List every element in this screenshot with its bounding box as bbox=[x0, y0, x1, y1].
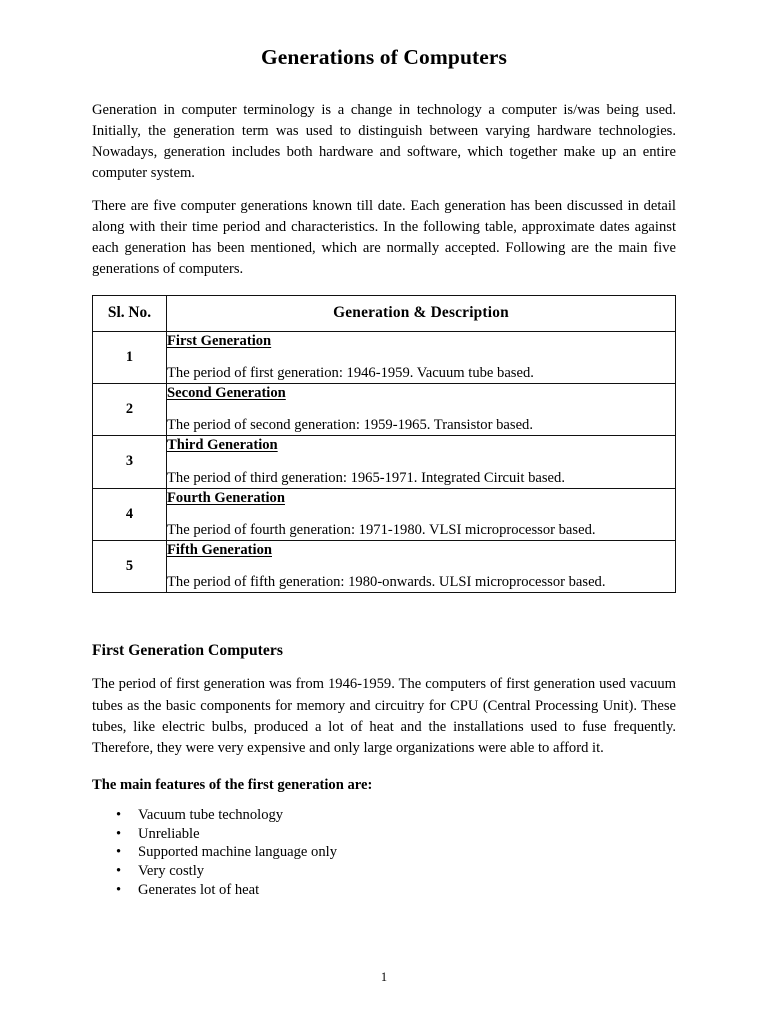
table-cell-sl-no: 5 bbox=[93, 540, 167, 592]
bullet-icon: • bbox=[116, 844, 122, 861]
table-cell-description bbox=[167, 436, 676, 488]
table-cell-sl-no: 2 bbox=[93, 384, 167, 436]
generation-name: Second Generation bbox=[167, 385, 286, 402]
table-row bbox=[93, 488, 676, 540]
table-cell-sl-no: 1 bbox=[93, 331, 167, 383]
table-cell-description bbox=[167, 488, 676, 540]
generation-name: Fourth Generation bbox=[167, 489, 285, 506]
table-header-description-label: Generation & Description bbox=[333, 303, 509, 321]
list-item-label: Vacuum tube technology bbox=[138, 807, 284, 824]
bullet-icon: • bbox=[116, 807, 122, 824]
section-heading: First Generation Computers bbox=[92, 642, 283, 659]
list-item bbox=[92, 843, 676, 862]
table-spacer bbox=[92, 281, 676, 295]
table-cell-description bbox=[167, 540, 676, 592]
generation-description: The period of second generation: 1959-1965. Transistor based. bbox=[167, 417, 533, 434]
document-content bbox=[92, 44, 676, 899]
table-header-sl-no bbox=[93, 295, 167, 331]
bullet-icon: • bbox=[116, 863, 122, 880]
generation-description: The period of fifth generation: 1980-onwards. ULSI microprocessor based. bbox=[167, 574, 606, 591]
table-row bbox=[93, 384, 676, 436]
paragraph-spacer bbox=[92, 185, 676, 196]
table-cell-description bbox=[167, 331, 676, 383]
bullet-icon: • bbox=[116, 881, 122, 898]
features-lead-text: The main features of the first generation are: bbox=[92, 777, 373, 794]
page-number: 1 bbox=[380, 970, 388, 984]
list-item-label: Supported machine language only bbox=[138, 844, 337, 861]
list-item bbox=[92, 825, 676, 844]
list-item-label: Generates lot of heat bbox=[138, 881, 260, 898]
title-spacer bbox=[92, 71, 676, 100]
generation-description: The period of first generation: 1946-1959. Vacuum tube based. bbox=[167, 365, 534, 382]
generation-name: Fifth Generation bbox=[167, 541, 272, 558]
list-item-label: Very costly bbox=[138, 863, 205, 880]
intro-paragraph-2: There are five computer generations known till date. Each generation has been discussed in detail along with their time period and characteristics. In the following table, approximate dates against each generation has been mentioned, which are normally accepted. Following are the main five generations of computers. bbox=[92, 197, 676, 278]
section-paragraph: The period of first generation was from 1946-1959. The computers of first generation used vacuum tubes as the basic components for memory and circuitry for CPU (Central Processing Unit). These tubes, like electric bulbs, produced a lot of heat and the installations used to fuse frequently. Therefore, they were very expensive and only large organizations were able to afford it. bbox=[92, 676, 676, 757]
page-title: Generations of Computers bbox=[260, 45, 508, 69]
list-item bbox=[92, 862, 676, 881]
table-cell-sl-no: 4 bbox=[93, 488, 167, 540]
list-item bbox=[92, 806, 676, 825]
section-spacer bbox=[92, 593, 676, 641]
generation-name: Third Generation bbox=[167, 437, 278, 454]
generations-table bbox=[92, 295, 676, 594]
table-cell-sl-no: 3 bbox=[93, 436, 167, 488]
table-row bbox=[93, 540, 676, 592]
table-cell-description bbox=[167, 384, 676, 436]
features-list bbox=[92, 806, 676, 899]
generation-description: The period of fourth generation: 1971-1980. VLSI microprocessor based. bbox=[167, 521, 596, 538]
table-header-description bbox=[167, 295, 676, 331]
list-item bbox=[92, 881, 676, 900]
table-row bbox=[93, 331, 676, 383]
table-header-row bbox=[93, 295, 676, 331]
intro-paragraph-1: Generation in computer terminology is a change in technology a computer is/was being used. Initially, the generation term was used to distinguish between varying hardware technologies. Nowadays, generation includes both hardware and software, which together make up an entire computer system. bbox=[92, 101, 676, 182]
generation-description: The period of third generation: 1965-1971. Integrated Circuit based. bbox=[167, 469, 565, 486]
table-header-sl-no-label: Sl. No. bbox=[107, 303, 152, 321]
bullet-icon: • bbox=[116, 825, 122, 842]
table-row bbox=[93, 436, 676, 488]
generation-name: First Generation bbox=[167, 332, 272, 349]
list-item-label: Unreliable bbox=[138, 825, 200, 842]
